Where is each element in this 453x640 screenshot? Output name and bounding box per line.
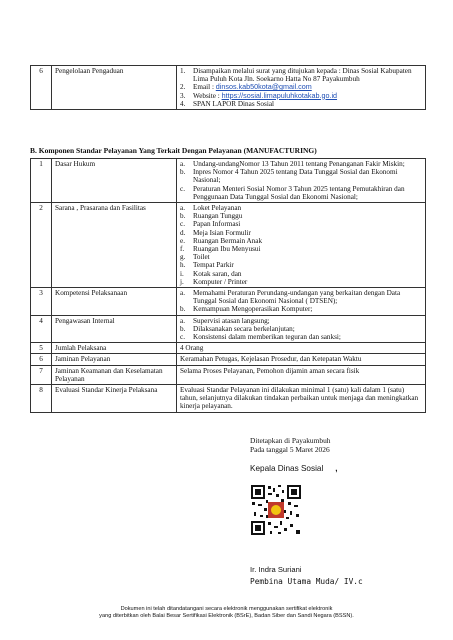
signature-office: Kepala Dinas Sosial ,	[250, 464, 338, 473]
row-number: 4	[31, 315, 52, 343]
row-value: Selama Proses Pelayanan, Pemohon dijamin aman secara fisik	[177, 365, 426, 384]
row-value	[177, 315, 426, 343]
list-item: 1. Disampaikan melalui surat yang ditujukan kepada : Dinas Sosial Kabupaten Lima Puluh Kota Jln. Soekarno Hatta No 87 Payakumbuh	[180, 67, 412, 84]
row-value	[177, 288, 426, 316]
signatory-rank: Pembina Utama Muda/ IV.c	[250, 577, 363, 586]
list-item: 3. Website : https://sosial.limapuluhkotakab.go.id	[180, 90, 338, 100]
row-value	[177, 159, 426, 203]
list-item: a. Undang-undangNomor 13 Tahun 2011 tentang Penanganan Fakir Miskin;	[180, 160, 405, 168]
row-value: 4 Orang	[177, 343, 426, 354]
list-item: c. Konsistensi dalam memberikan teguran dan sanksi;	[180, 333, 341, 342]
signature-place: Ditetapkan di Payakumbuh	[250, 436, 331, 445]
signature-date: Pada tanggal 5 Maret 2026	[250, 445, 330, 454]
list-item: b. Dilaksanakan secara berkelanjutan;	[180, 324, 295, 333]
list-item: a. Loket Pelayanan	[180, 204, 242, 213]
components-table	[30, 158, 426, 413]
row-value	[177, 66, 426, 110]
section-b-title: B. Komponen Standar Pelayanan Yang Terkait Dengan Pelayanan (MANUFACTURING)	[30, 146, 317, 155]
table-row	[31, 315, 426, 343]
list-item: e. Ruangan Bermain Anak	[180, 236, 263, 245]
table-row	[31, 343, 426, 354]
row-number: 3	[31, 288, 52, 316]
list-item: j. Komputer / Printer	[180, 277, 248, 286]
list-item: g. Toilet	[180, 253, 210, 262]
list-item: d. Meja Isian Formulir	[180, 228, 251, 237]
signatory-name: Ir. Indra Suriani	[250, 565, 302, 574]
row-number: 5	[31, 343, 52, 354]
table-row	[31, 203, 426, 288]
table-row	[31, 354, 426, 365]
list-item: h. Tempat Parkir	[180, 261, 234, 270]
row-label: Jaminan Keamanan dan Keselamatan Pelayanan	[52, 365, 177, 384]
row-label: Sarana , Prasarana dan Fasilitas	[52, 203, 177, 288]
qr-code	[250, 484, 302, 536]
list-item: 2. Email : dinsos.kab50kota@gmail.com	[180, 82, 312, 92]
row-number: 6	[31, 66, 52, 110]
list-item: b. Ruangan Tunggu	[180, 212, 243, 221]
footer-line: Dokumen ini telah ditandatangani secara elektronik menggunakan sertifikat elektronik	[120, 606, 333, 612]
row-label: Kompetensi Pelaksanaan	[52, 288, 177, 316]
table-row	[31, 385, 426, 413]
website-link[interactable]: https://sosial.limapuluhkotakab.go.id	[221, 90, 338, 100]
row-number: 7	[31, 365, 52, 384]
row-value: Keramahan Petugas, Kejelasan Prosedur, dan Ketepatan Waktu	[177, 354, 426, 365]
list-item: 4. SPAN LAPOR Dinas Sosial	[180, 99, 275, 108]
footer-note	[0, 606, 453, 620]
row-number: 2	[31, 203, 52, 288]
list-item: b. Kemampuan Mengoperasikan Komputer;	[180, 305, 313, 314]
list-item: c. Papan Informasi	[180, 220, 241, 229]
footer-line: yang diterbitkan oleh Balai Besar Sertifikasi Elektronik (BSrE), Badan Siber dan Sandi Negara (BSSN).	[99, 613, 354, 619]
list-item: c. Peraturan Menteri Sosial Nomor 3 Tahun 2025 tentang Pemutakhiran dan Penggunaan Data Tunggal Sosial dan Ekonomi Nasional;	[180, 184, 405, 201]
table-row	[31, 288, 426, 316]
row-number: 6	[31, 354, 52, 365]
list-item: f. Ruangan Ibu Menyusui	[180, 245, 261, 254]
table-row	[31, 365, 426, 384]
list-item: i. Kotak saran, dan	[180, 269, 242, 278]
row-label: Jaminan Pelayanan	[52, 354, 177, 365]
list-item: a. Memahami Peraturan Perundang-undangan yang berkaitan dengan Data Tunggal Sosial dan Ekonomi Nasional ( DTSEN);	[180, 289, 401, 306]
row-label: Dasar Hukum	[52, 159, 177, 203]
row-label: Pengelolaan Pengaduan	[52, 66, 177, 110]
table-row	[31, 159, 426, 203]
row-value: Evaluasi Standar Pelayanan ini dilakukan minimal 1 (satu) kali dalam 1 (satu) tahun, selanjutnya dilakukan tindakan perbaikan untuk menjaga dan meningkatkan kinerja pelayanan.	[177, 385, 426, 413]
email-link[interactable]: dinsos.kab50kota@gmail.com	[215, 82, 312, 92]
table-row	[31, 66, 426, 110]
row-number: 1	[31, 159, 52, 203]
row-number: 8	[31, 385, 52, 413]
row-label: Jumlah Pelaksana	[52, 343, 177, 354]
list-item: a. Supervisi atasan langsung;	[180, 316, 270, 325]
row-label: Pengawasan Internal	[52, 315, 177, 343]
row-label: Evaluasi Standar Kinerja Pelaksana	[52, 385, 177, 413]
complaint-table	[30, 65, 426, 110]
list-item: b. Inpres Nomor 4 Tahun 2025 tentang Data Tunggal Sosial dan Ekonomi Nasional;	[180, 168, 398, 185]
row-value	[177, 203, 426, 288]
